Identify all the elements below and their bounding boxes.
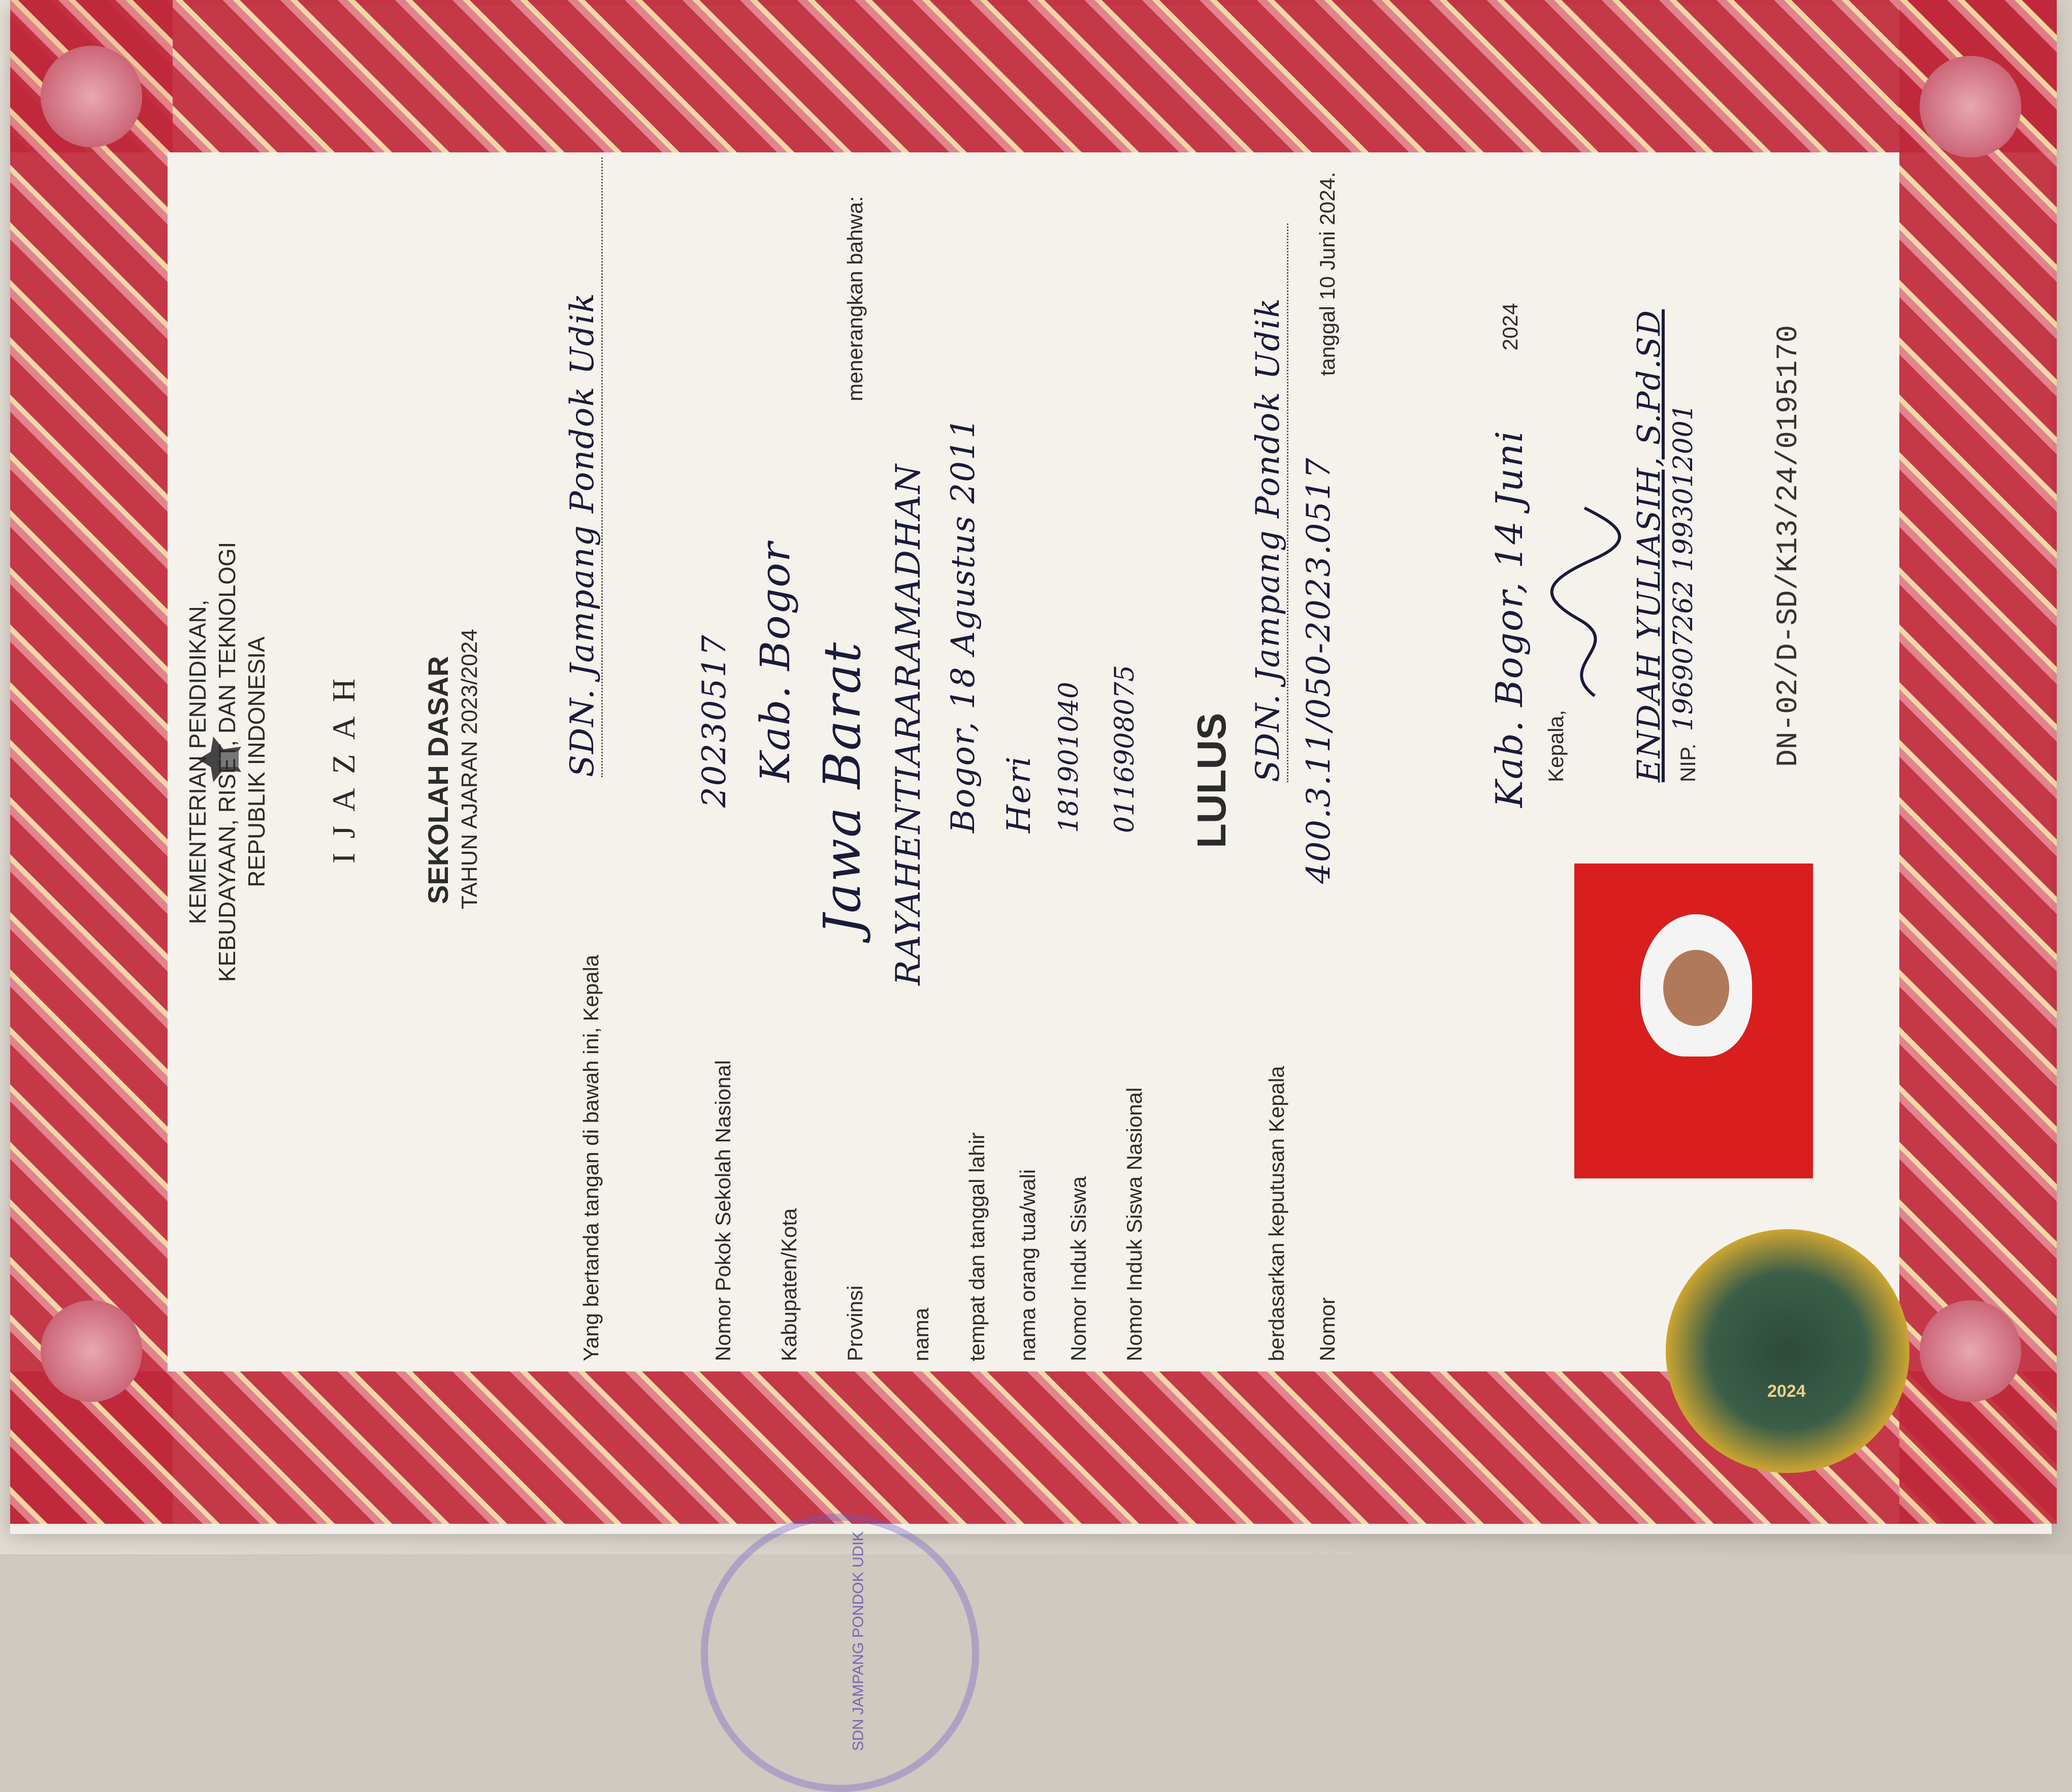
ministry-heading — [183, 356, 271, 1168]
field-label-npsn: Nomor Pokok Sekolah Nasional — [711, 1060, 735, 1361]
sign-year: 2024 — [1498, 303, 1522, 350]
field-value-provinsi: Jawa Barat — [813, 641, 872, 935]
field-value-ttl: Bogor, 18 Agustus 2011 — [945, 417, 982, 833]
student-photo — [1574, 863, 1813, 1178]
menerangkan-text: menerangkan bahwa: — [843, 196, 867, 401]
result-lulus: LULUS — [1189, 713, 1234, 848]
decision-school-name: SDN. Jampang Pondok Udik — [1249, 223, 1288, 782]
field-value-nis: 181901040 — [1054, 682, 1084, 833]
certificate-content — [173, 157, 1894, 1366]
student-face-icon — [1663, 950, 1729, 1026]
tanggal-text: tanggal 10 Juni 2024. — [1315, 172, 1339, 376]
sign-role: Kepala, — [1544, 710, 1568, 782]
handwritten-signature-icon — [1534, 503, 1635, 706]
serial-prefix: DN-02/D-SD/K13/24/ — [1772, 449, 1805, 767]
field-value-orangtua: Heri — [1000, 755, 1038, 833]
hologram-seal-icon — [1666, 1229, 1909, 1473]
field-label-nama: nama — [909, 1307, 933, 1361]
stamp-text: SDN JAMPANG PONDOK UDIK — [850, 1531, 867, 1751]
field-label-kabupaten: Kabupaten/Kota — [777, 1208, 801, 1361]
ministry-line-1: KEMENTERIAN PENDIDIKAN, — [184, 599, 211, 924]
corner-ornament-icon — [41, 46, 142, 147]
serial-code — [1772, 325, 1805, 767]
nip-value: 196907262 1993012001 — [1668, 403, 1699, 731]
corner-ornament-icon — [1920, 1300, 2021, 1402]
ornamental-border-right — [1899, 0, 2057, 1524]
nip-label: NIP. — [1676, 743, 1700, 782]
field-value-nama: RAYAHENTIARARAMADHAN — [889, 463, 928, 985]
field-label-nisn: Nomor Induk Siswa Nasional — [1122, 1087, 1146, 1361]
field-label-orangtua: nama orang tua/wali — [1016, 1169, 1040, 1361]
ornamental-border-top — [10, 0, 2057, 152]
sign-place-date: Kab. Bogor, 14 Juni — [1488, 430, 1531, 808]
field-value-kabupaten: Kab. Bogor — [752, 541, 799, 782]
hologram-year: 2024 — [1767, 1382, 1806, 1401]
field-value-npsn: 20230517 — [696, 634, 733, 808]
school-year: TAHUN AJARAN 2023/2024 — [457, 629, 482, 909]
ministry-line-3: REPUBLIK INDONESIA — [243, 636, 270, 887]
intro-text: Yang bertanda tangan di bawah ini, Kepala — [579, 954, 603, 1361]
intro-school-name: SDN. Jampang Pondok Udik — [564, 157, 603, 777]
student-portrait-icon — [1640, 914, 1752, 1057]
ornamental-border-left — [10, 0, 173, 1524]
school-stamp-icon — [701, 1514, 979, 1792]
field-label-ttl: tempat dan tanggal lahir — [965, 1132, 989, 1361]
nomor-label: Nomor — [1315, 1297, 1339, 1361]
ministry-line-2: KEBUDAYAAN, RISET, DAN TEKNOLOGI — [214, 541, 240, 982]
nomor-value: 400.3.11/050-2023.0517 — [1300, 457, 1338, 884]
sign-name: ENDAH YULIASIH, S.Pd.SD — [1630, 309, 1667, 782]
field-label-provinsi: Provinsi — [843, 1285, 867, 1361]
certificate-title: IJAZAH — [326, 664, 362, 863]
decision-text: berdasarkan keputusan Kepala — [1265, 1066, 1288, 1361]
school-level: SEKOLAH DASAR — [422, 656, 454, 904]
field-label-nis: Nomor Induk Siswa — [1066, 1176, 1090, 1361]
serial-number: 0195170 — [1772, 325, 1805, 449]
corner-ornament-icon — [41, 1300, 142, 1402]
corner-ornament-icon — [1920, 56, 2021, 157]
field-value-nisn: 0116908075 — [1110, 665, 1140, 833]
